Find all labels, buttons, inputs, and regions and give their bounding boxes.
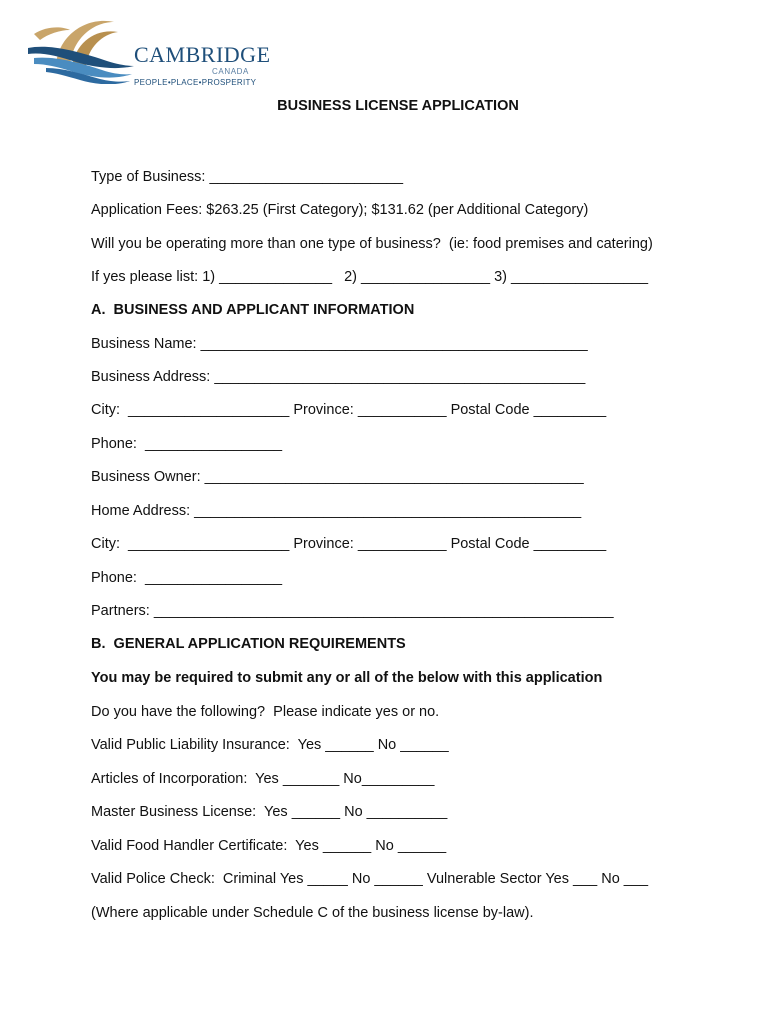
home-phone-field[interactable]: Phone: _________________ [91, 570, 283, 586]
home-city-province-postal-field[interactable]: City: ____________________ Province: ___________ Postal Code _________ [91, 536, 607, 552]
logo-name: CAMBRIDGE [134, 42, 271, 67]
type-of-business-field[interactable]: Type of Business: ________________________ [91, 169, 404, 185]
cambridge-logo [26, 14, 271, 87]
schedule-note: (Where applicable under Schedule C of the business license by-law). [91, 905, 534, 921]
business-phone-field[interactable]: Phone: _________________ [91, 436, 283, 452]
requirements-question: Do you have the following? Please indicate yes or no. [91, 704, 440, 720]
master-license-field[interactable]: Master Business License: Yes ______ No __________ [91, 804, 448, 820]
food-handler-field[interactable]: Valid Food Handler Certificate: Yes ______ No ______ [91, 838, 447, 854]
business-city-province-postal-field[interactable]: City: ____________________ Province: ___________ Postal Code _________ [91, 402, 607, 418]
multiple-business-question: Will you be operating more than one type of business? (ie: food premises and catering) [91, 236, 653, 252]
logo-country: CANADA [212, 67, 249, 76]
additional-categories-field[interactable]: If yes please list: 1) ______________ 2) ________________ 3) _________________ [91, 269, 649, 285]
liability-insurance-field[interactable]: Valid Public Liability Insurance: Yes ______ No ______ [91, 737, 449, 753]
application-fees-text: Application Fees: $263.25 (First Category); $131.62 (per Additional Category) [91, 202, 589, 218]
section-b-heading: B. GENERAL APPLICATION REQUIREMENTS [91, 636, 406, 652]
section-a-heading: A. BUSINESS AND APPLICANT INFORMATION [91, 302, 415, 318]
home-address-field[interactable]: Home Address: ________________________________________________ [91, 503, 582, 519]
section-b-subheading: You may be required to submit any or all of the below with this application [91, 670, 603, 686]
business-address-field[interactable]: Business Address: ______________________________________________ [91, 369, 586, 385]
page-title: BUSINESS LICENSE APPLICATION [277, 98, 519, 114]
business-name-field[interactable]: Business Name: ________________________________________________ [91, 336, 588, 352]
business-owner-field[interactable]: Business Owner: _______________________________________________ [91, 469, 584, 485]
police-check-field[interactable]: Valid Police Check: Criminal Yes _____ No ______ Vulnerable Sector Yes ___ No ___ [91, 871, 649, 887]
logo-tagline: PEOPLE•PLACE•PROSPERITY [134, 78, 257, 87]
incorporation-field[interactable]: Articles of Incorporation: Yes _______ No_________ [91, 771, 435, 787]
partners-field[interactable]: Partners: _________________________________________________________ [91, 603, 614, 619]
cambridge-logo-mark-icon [26, 14, 136, 84]
